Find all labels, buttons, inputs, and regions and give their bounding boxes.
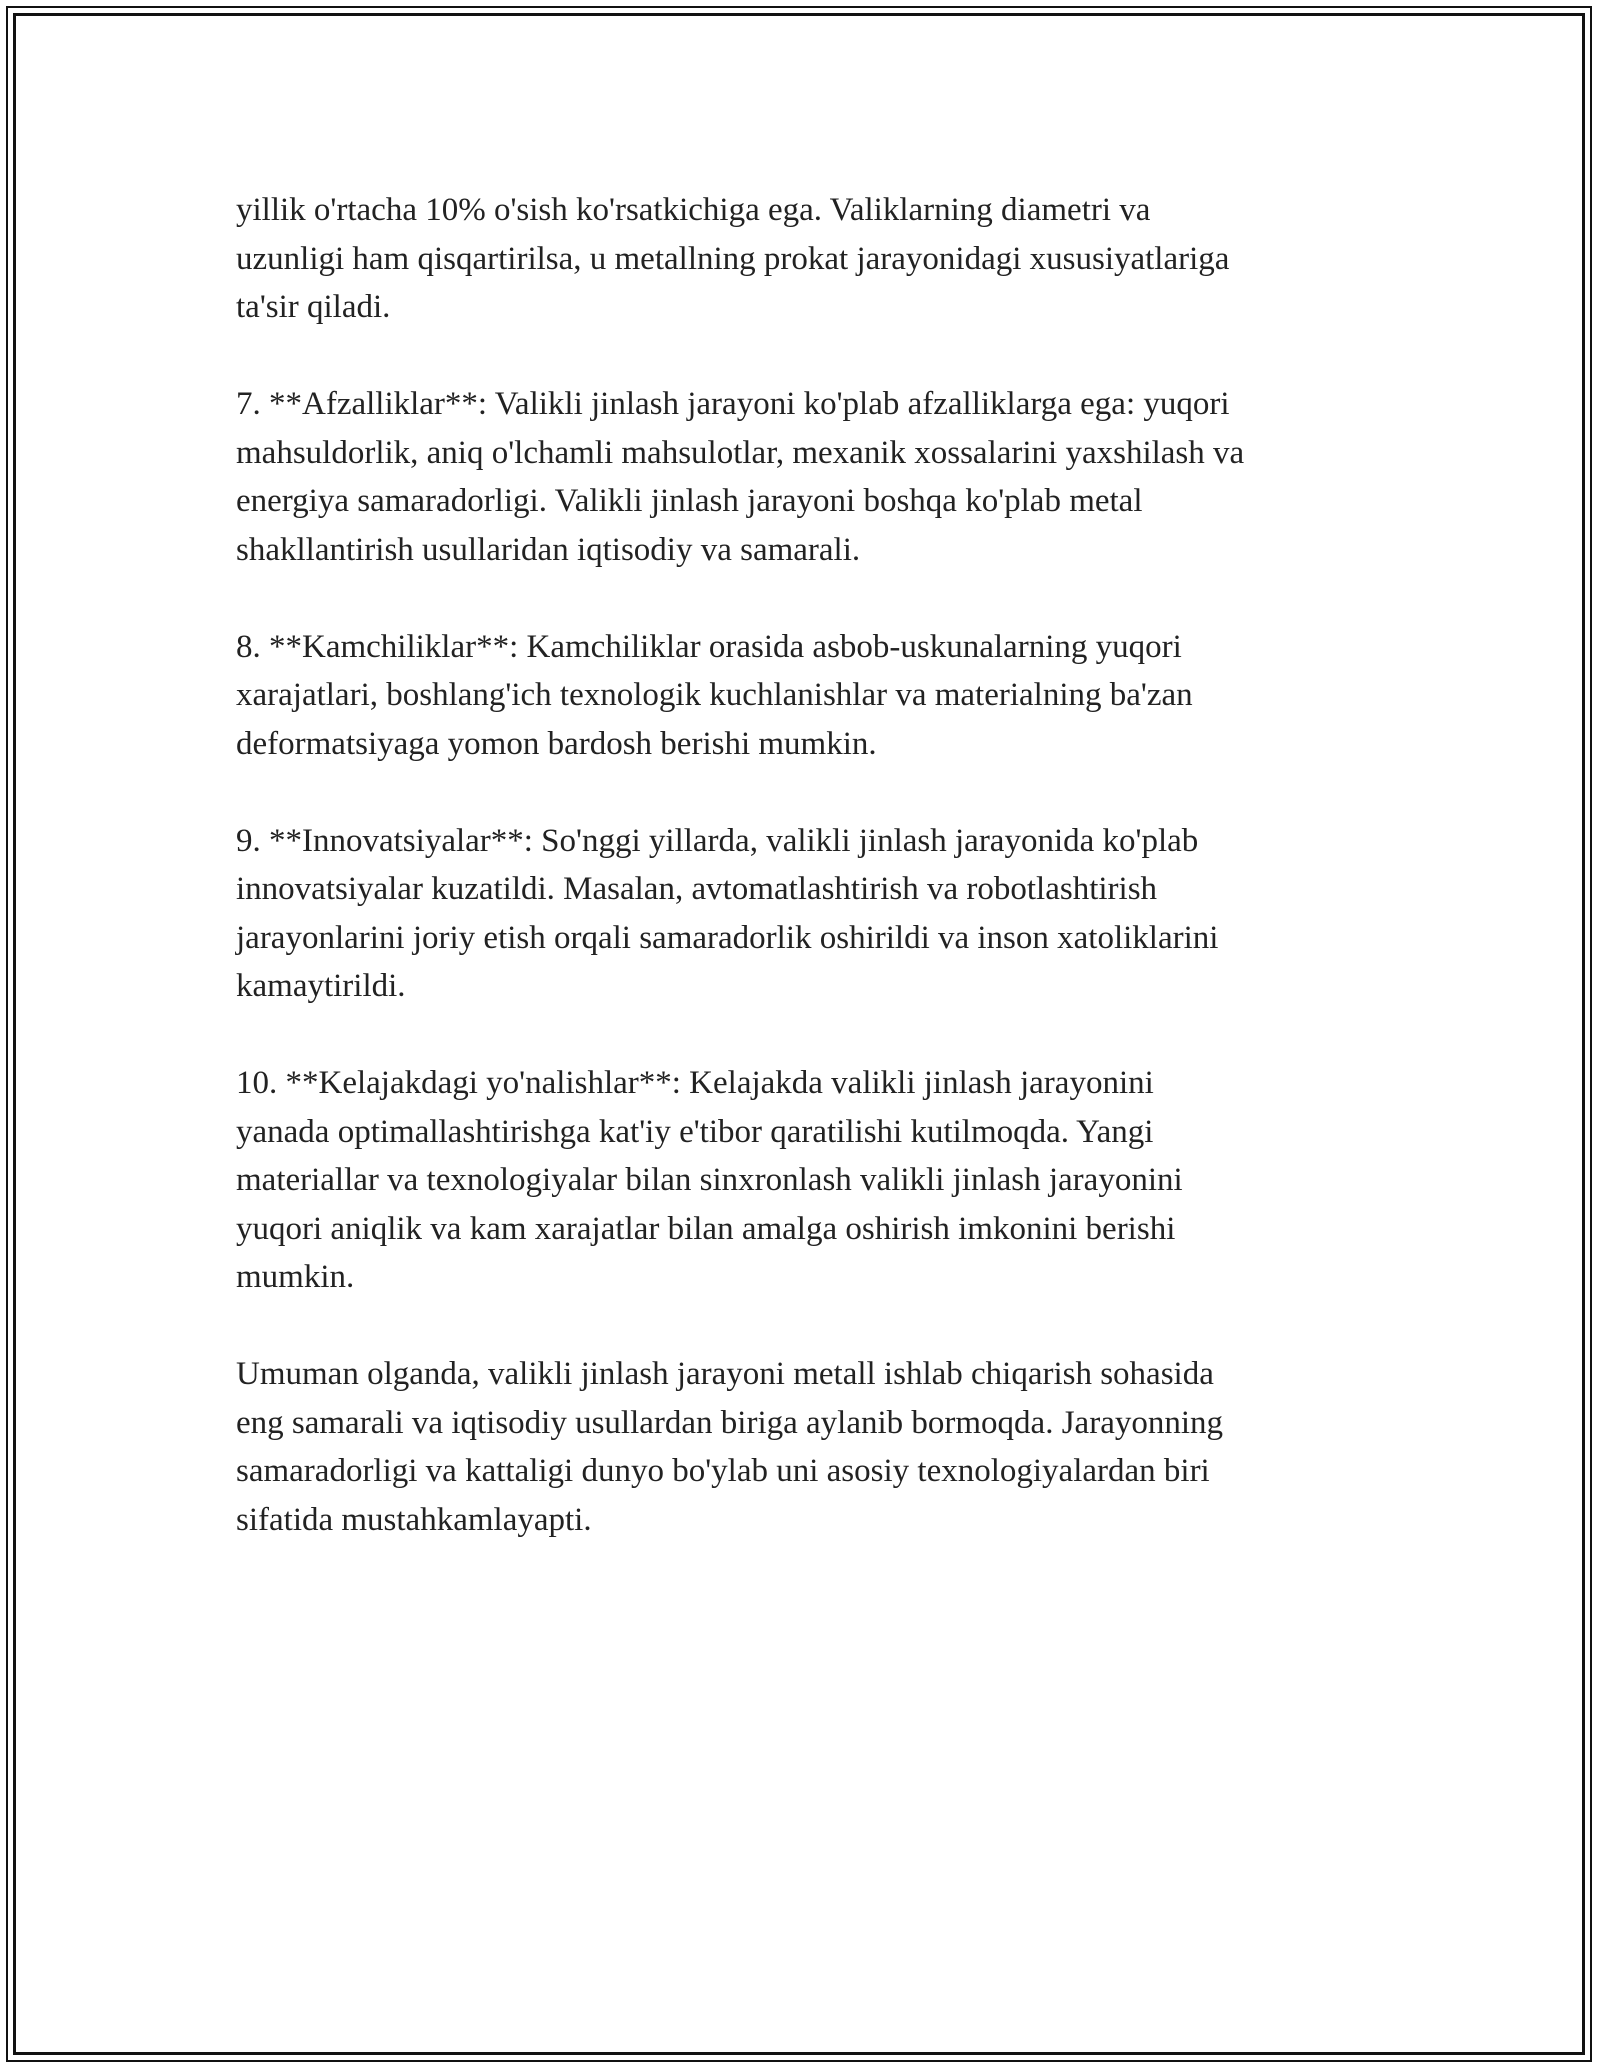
paragraph-kelajakdagi-yonalishlar: 10. **Kelajakdagi yo'nalishlar**: Kelajakda valikli jinlash jarayonini yanada optimallashtirishga kat'iy e'tibor qaratilishi kutilmoqda. Yangi materiallar va texnologiyalar bilan sinxronlash valikli jinlash jarayonini yuqori aniqlik va kam xarajatlar bilan amalga oshirish imkonini berishi mumkin. (236, 1065, 1183, 1295)
document-body (236, 186, 1376, 1593)
paragraph-conclusion: Umuman olganda, valikli jinlash jarayoni metall ishlab chiqarish sohasida eng samarali va iqtisodiy usullardan biriga aylanib bormoqda. Jarayonning samaradorligi va kattaligi dunyo bo'ylab uni asosiy texnologiyalardan biri sifatida mustahkamlayapti. (236, 1356, 1224, 1538)
paragraph-innovatsiyalar: 9. **Innovatsiyalar**: So'nggi yillarda, valikli jinlash jarayonida ko'plab innovatsiyalar kuzatildi. Masalan, avtomatlashtirish va robotlashtirish jarayonlarini joriy etish orqali samaradorlik oshirildi va inson xatoliklarini kamaytirildi. (236, 822, 1219, 1004)
paragraph-kamchiliklar: 8. **Kamchiliklar**: Kamchiliklar orasida asbob-uskunalarning yuqori xarajatlari, boshlang'ich texnologik kuchlanishlar va materialning ba'zan deformatsiyaga yomon bardosh berishi mumkin. (236, 628, 1193, 762)
paragraph-intro-continuation: yillik o'rtacha 10% o'sish ko'rsatkichiga ega. Valiklarning diametri va uzunligi ham qisqartirilsa, u metallning prokat jarayonidagi xususiyatlariga ta'sir qiladi. (236, 192, 1230, 325)
paragraph-afzalliklar: 7. **Afzalliklar**: Valikli jinlash jarayoni ko'plab afzalliklarga ega: yuqori mahsuldorlik, aniq o'lchamli mahsulotlar, mexanik xossalarini yaxshilash va energiya samaradorligi. Valikli jinlash jarayoni boshqa ko'plab metal shakllantirish usullaridan iqtisodiy va samarali. (236, 386, 1245, 568)
